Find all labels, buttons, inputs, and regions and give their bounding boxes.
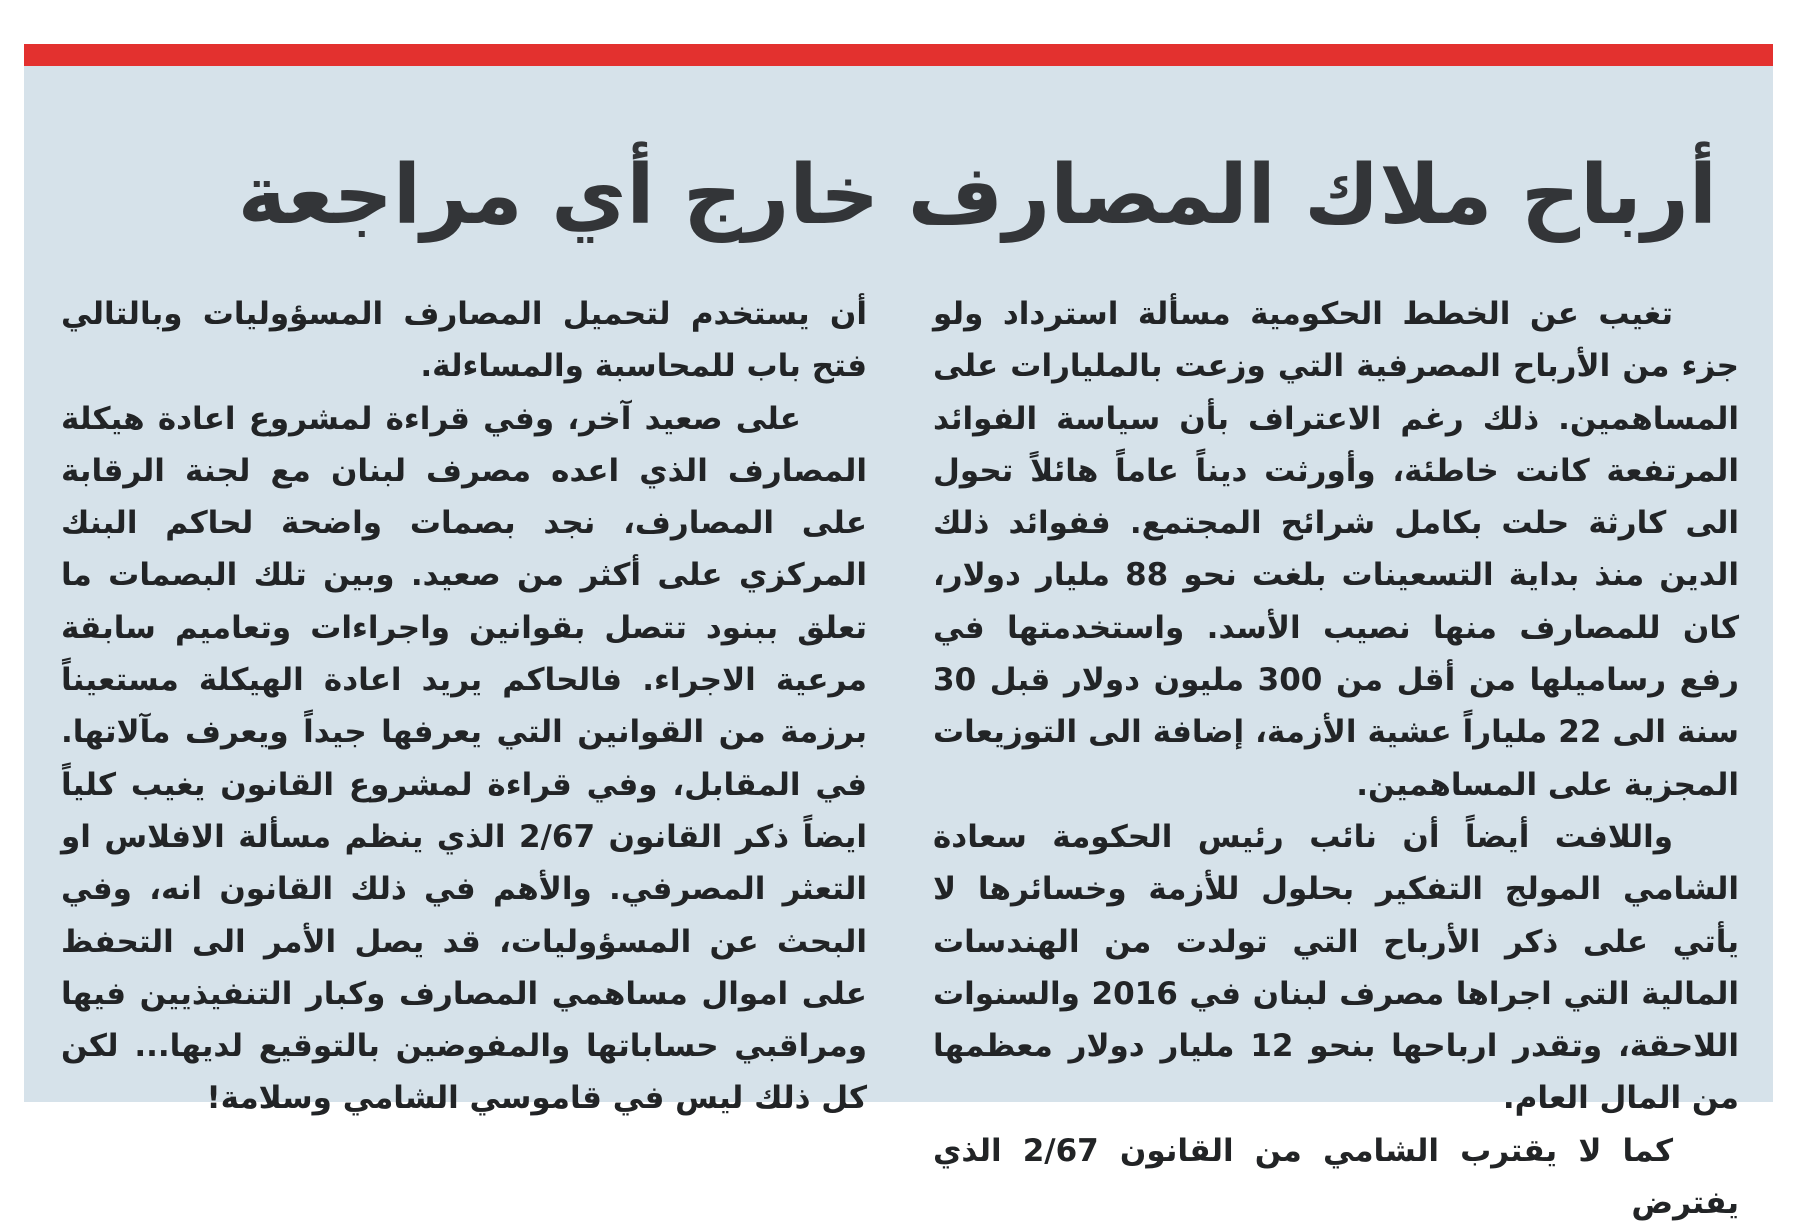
article-column-left <box>61 288 867 1125</box>
article-paragraph: على صعيد آخر، وفي قراءة لمشروع اعادة هيكلة المصارف الذي اعده مصرف لبنان مع لجنة الرقابة على المصارف، نجد بصمات واضحة لحاكم البنك المركزي على أكثر من صعيد. وبين تلك البصمات ما تعلق ببنود تتصل بقوانين واجراءات وتعاميم سابقة مرعية الاجراء. فالحاكم يريد اعادة الهيكلة مستعيناً برزمة من القوانين التي يعرفها جيداً ويعرف مآلاتها. في المقابل، وفي قراءة لمشروع القانون يغيب كلياً ايضاً ذكر القانون 2/67 الذي ينظم مسألة الافلاس او التعثر المصرفي. والأهم في ذلك القانون انه، وفي البحث عن المسؤوليات، قد يصل الأمر الى التحفظ على اموال مساهمي المصارف وكبار التنفيذيين فيها ومراقبي حساباتها والمفوضين بالتوقيع لديها... لكن كل ذلك ليس في قاموسي الشامي وسلامة! <box>61 400 867 1117</box>
red-accent-bar <box>24 44 1773 66</box>
article-paragraph: تغيب عن الخطط الحكومية مسألة استرداد ولو جزء من الأرباح المصرفية التي وزعت بالمليارات على المساهمين. ذلك رغم الاعتراف بأن سياسة الفوائد المرتفعة كانت خاطئة، وأورثت ديناً عاماً هائلاً تحول الى كارثة حلت بكامل شرائح المجتمع. ففوائد ذلك الدين منذ بداية التسعينات بلغت نحو 88 مليار دولار، كان للمصارف منها نصيب الأسد. واستخدمتها في رفع رساميلها من أقل من 300 مليون دولار قبل 30 سنة الى 22 ملياراً عشية الأزمة، إضافة الى التوزيعات المجزية على المساهمين. <box>933 296 1739 803</box>
article-paragraph: كما لا يقترب الشامي من القانون 2/67 الذي يفترض <box>933 1132 1739 1222</box>
article-paragraph: أن يستخدم لتحميل المصارف المسؤوليات وبالتالي فتح باب للمحاسبة والمساءلة. <box>61 296 867 385</box>
article-paragraph: واللافت أيضاً أن نائب رئيس الحكومة سعادة الشامي المولج التفكير بحلول للأزمة وخسائرها لا يأتي على ذكر الأرباح التي تولدت من الهندسات المالية التي اجراها مصرف لبنان في 2016 والسنوات اللاحقة، وتقدر ارباحها بنحو 12 مليار دولار معظمها من المال العام. <box>933 818 1740 1117</box>
article-column-right <box>933 288 1739 1229</box>
article-panel <box>24 44 1773 1222</box>
article-headline: أرباح ملاك المصارف خارج أي مراجعة <box>237 148 1717 243</box>
